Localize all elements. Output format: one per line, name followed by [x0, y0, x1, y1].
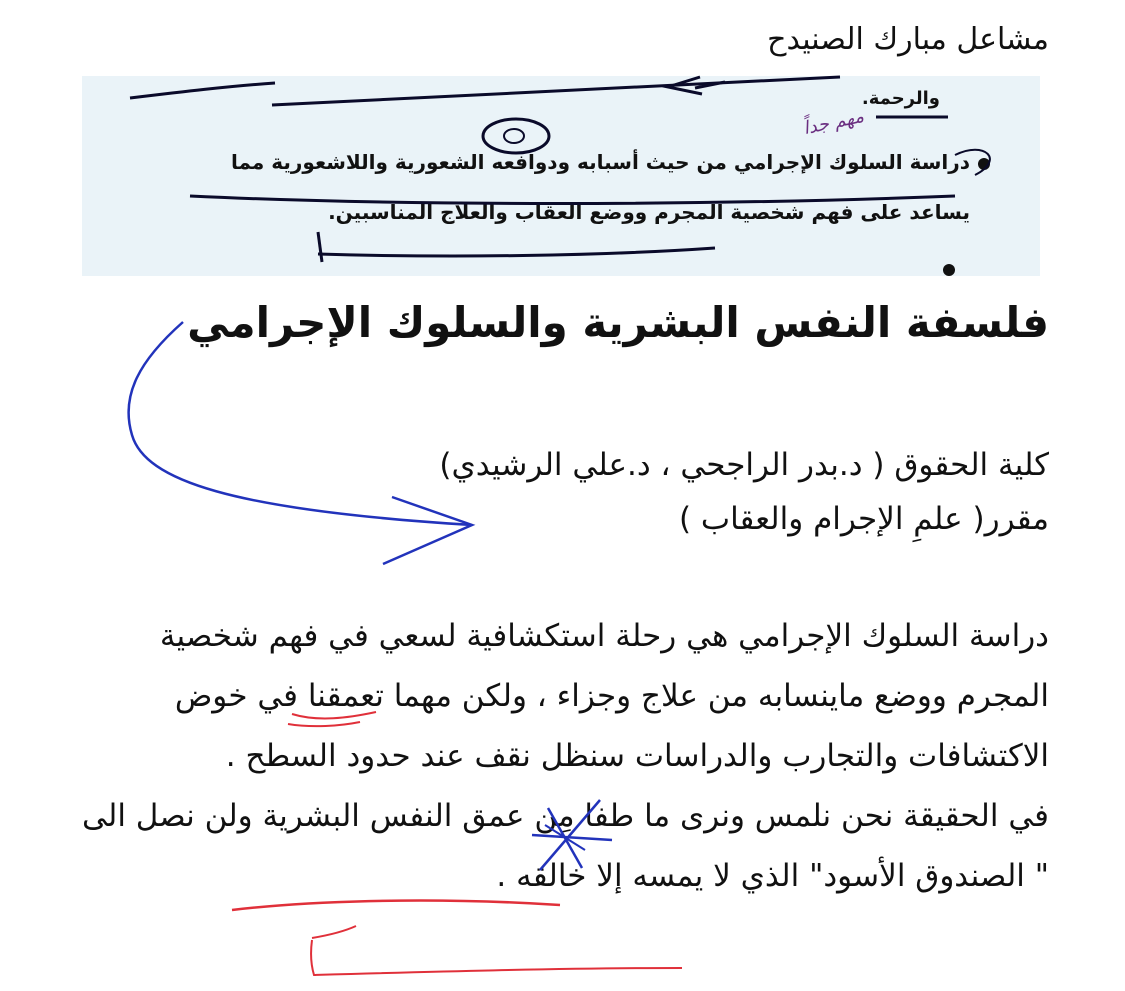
- course-line: مقرر( علمِ الإجرام والعقاب ): [678, 501, 1049, 537]
- handwritten-note: مهم جداً: [801, 105, 866, 140]
- bullet-dot-icon: [978, 158, 990, 170]
- paragraph-1: دراسة السلوك الإجرامي هي رحلة استكشافية لسعي في فهم شخصية المجرم ووضع ماينسابه من علاج وجزاء ، ولكن مهما تعمقنا في خوض الاكتشافات والتجارب والدراسات سنظل نقف عند حدود السطح .: [159, 618, 1049, 774]
- excerpt-heading: والرحمة.: [861, 88, 940, 109]
- author-name: مشاعل مبارك الصنيدح: [767, 22, 1049, 57]
- paragraph-2: في الحقيقة نحن نلمس ونرى ما طفا مِن عمق النفس البشرية ولن نصل الى " الصندوق الأسود" الذي لا يمسه إلا خالقه .: [82, 798, 1049, 894]
- excerpt-line-2: يساعد على فهم شخصية المجرم ووضع العقاب والعلاج المناسبين.: [328, 200, 970, 224]
- bullet-dot-icon: [943, 264, 955, 276]
- college-line: كلية الحقوق ( د.بدر الراجحي ، د.علي الرشيدي): [439, 447, 1049, 483]
- body-text: [69, 606, 1049, 906]
- red-bracket-mark: [311, 940, 682, 975]
- document-title: فلسفة النفس البشرية والسلوك الإجرامي: [187, 298, 1049, 347]
- scanned-excerpt: [82, 76, 1040, 276]
- excerpt-line-1: دراسة السلوك الإجرامي من حيث أسبابه ودوافعه الشعورية واللاشعورية مما: [230, 150, 970, 174]
- curved-arrow-icon: [129, 322, 472, 525]
- course-info: [439, 438, 1049, 546]
- red-underline: [312, 926, 356, 938]
